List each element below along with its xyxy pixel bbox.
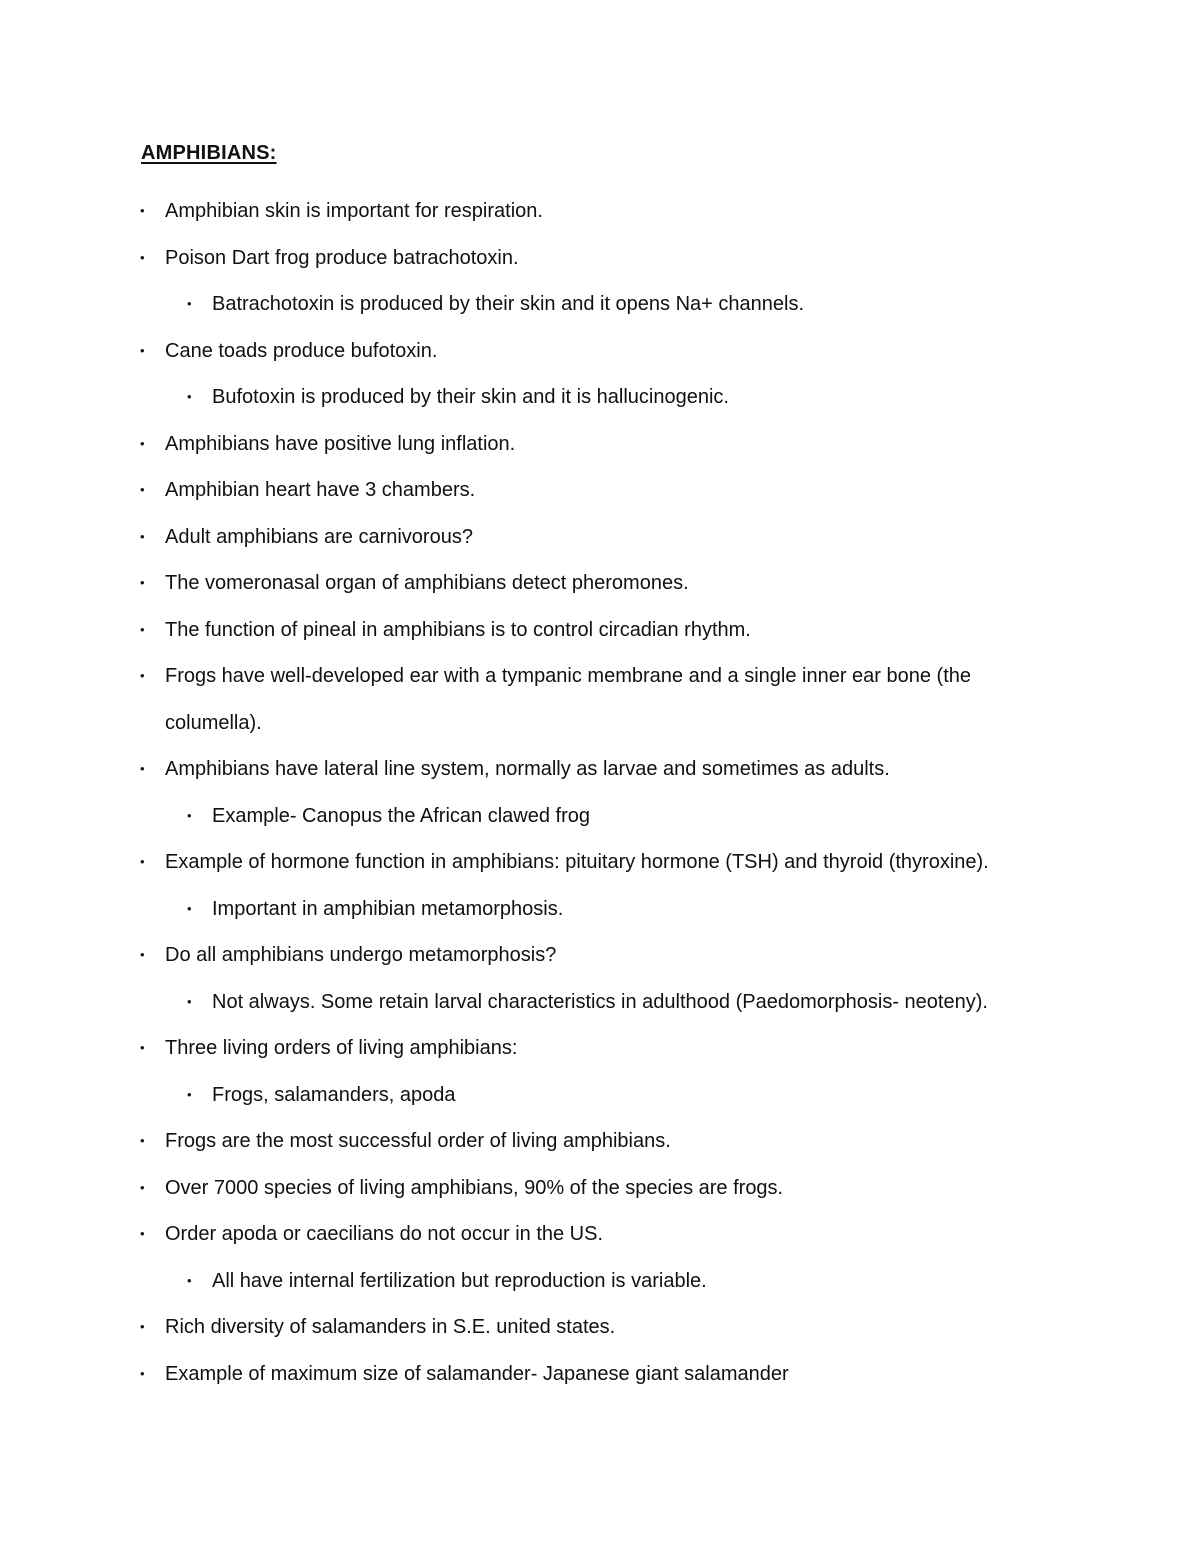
list-item-text: Poison Dart frog produce batrachotoxin.	[165, 246, 519, 269]
bullet-list	[0, 188, 1200, 1397]
list-item	[0, 467, 1065, 514]
bullet-icon: •	[140, 1040, 145, 1055]
bullet-icon: •	[140, 1365, 145, 1381]
bullet-icon: •	[140, 575, 145, 590]
list-item	[0, 1258, 1072, 1305]
list-item-text: Over 7000 species of living amphibians, 90% of the species are frogs.	[165, 1176, 784, 1199]
list-item-text: Example of hormone function in amphibians: pituitary hormone (TSH) and thyroid (thyroxine).	[165, 851, 989, 873]
list-item	[0, 886, 1072, 933]
bullet-icon: •	[187, 1086, 192, 1102]
list-item	[0, 281, 1072, 328]
bullet-icon: •	[140, 528, 145, 544]
bullet-icon: •	[187, 389, 192, 404]
list-item	[0, 1072, 1072, 1119]
bullet-icon: •	[140, 1226, 145, 1241]
list-item	[0, 746, 1065, 793]
list-item-text: Amphibian heart have 3 chambers.	[165, 479, 476, 501]
bullet-icon: •	[187, 807, 192, 823]
bullet-icon: •	[140, 203, 145, 218]
list-item-text: Adult amphibians are carnivorous?	[165, 525, 473, 548]
list-item-text: Frogs, salamanders, apoda	[212, 1083, 456, 1106]
list-item-text: The function of pineal in amphibians is to control circadian rhythm.	[165, 618, 751, 641]
bullet-icon: •	[140, 854, 145, 869]
document-title: AMPHIBIANS:	[141, 142, 277, 164]
bullet-icon: •	[140, 947, 145, 962]
list-item-text: Frogs have well-developed ear with a tympanic membrane and a single inner ear bone (the columella).	[165, 665, 972, 734]
list-item-text: Batrachotoxin is produced by their skin and it opens Na+ channels.	[212, 293, 805, 315]
list-item	[0, 1211, 1065, 1258]
list-item	[0, 1025, 1065, 1072]
list-item-text: Amphibians have positive lung inflation.	[165, 432, 516, 455]
list-item-text: Not always. Some retain larval characteristics in adulthood (Paedomorphosis- neoteny).	[212, 990, 988, 1013]
bullet-icon: •	[140, 1319, 145, 1334]
bullet-icon: •	[140, 482, 145, 497]
list-item-text: Do all amphibians undergo metamorphosis?	[165, 944, 557, 966]
list-item-text: Amphibian skin is important for respiration.	[165, 200, 543, 222]
list-item-text: Order apoda or caecilians do not occur in the US.	[165, 1223, 604, 1245]
list-item	[0, 1118, 1065, 1165]
list-item	[0, 328, 1065, 375]
bullet-icon: •	[140, 1133, 145, 1148]
list-item	[0, 374, 1072, 421]
list-item	[0, 1165, 1065, 1212]
list-item-text: Amphibians have lateral line system, normally as larvae and sometimes as adults.	[165, 758, 890, 780]
list-item	[0, 607, 1065, 654]
list-item	[0, 421, 1065, 468]
list-item	[0, 979, 1072, 1026]
bullet-icon: •	[140, 621, 145, 637]
list-item-text: Rich diversity of salamanders in S.E. united states.	[165, 1316, 616, 1338]
bullet-icon: •	[140, 249, 145, 265]
list-item	[0, 560, 1065, 607]
list-item-text: Three living orders of living amphibians:	[165, 1037, 518, 1059]
list-item	[0, 1351, 1065, 1398]
list-item	[0, 514, 1065, 561]
bullet-icon: •	[140, 435, 145, 451]
bullet-icon: •	[187, 1272, 192, 1288]
list-item	[0, 1304, 1065, 1351]
list-item	[0, 235, 1065, 282]
list-item	[0, 188, 1065, 235]
bullet-icon: •	[140, 342, 145, 358]
list-item	[0, 839, 1065, 886]
list-item-text: Bufotoxin is produced by their skin and it is hallucinogenic.	[212, 386, 729, 408]
list-item-text: Important in amphibian metamorphosis.	[212, 897, 564, 920]
bullet-icon: •	[187, 900, 192, 916]
bullet-icon: •	[187, 993, 192, 1009]
list-item	[0, 653, 1065, 746]
list-item-text: Example- Canopus the African clawed frog	[212, 804, 590, 827]
list-item-text: Frogs are the most successful order of living amphibians.	[165, 1130, 671, 1152]
list-item-text: All have internal fertilization but reproduction is variable.	[212, 1269, 707, 1292]
bullet-icon: •	[187, 296, 192, 311]
list-item-text: Example of maximum size of salamander- Japanese giant salamander	[165, 1362, 789, 1385]
bullet-icon: •	[140, 668, 145, 683]
bullet-icon: •	[140, 761, 145, 776]
list-item	[0, 793, 1072, 840]
list-item-text: Cane toads produce bufotoxin.	[165, 339, 438, 362]
list-item-text: The vomeronasal organ of amphibians detect pheromones.	[165, 572, 689, 594]
list-item	[0, 932, 1065, 979]
bullet-icon: •	[140, 1179, 145, 1195]
